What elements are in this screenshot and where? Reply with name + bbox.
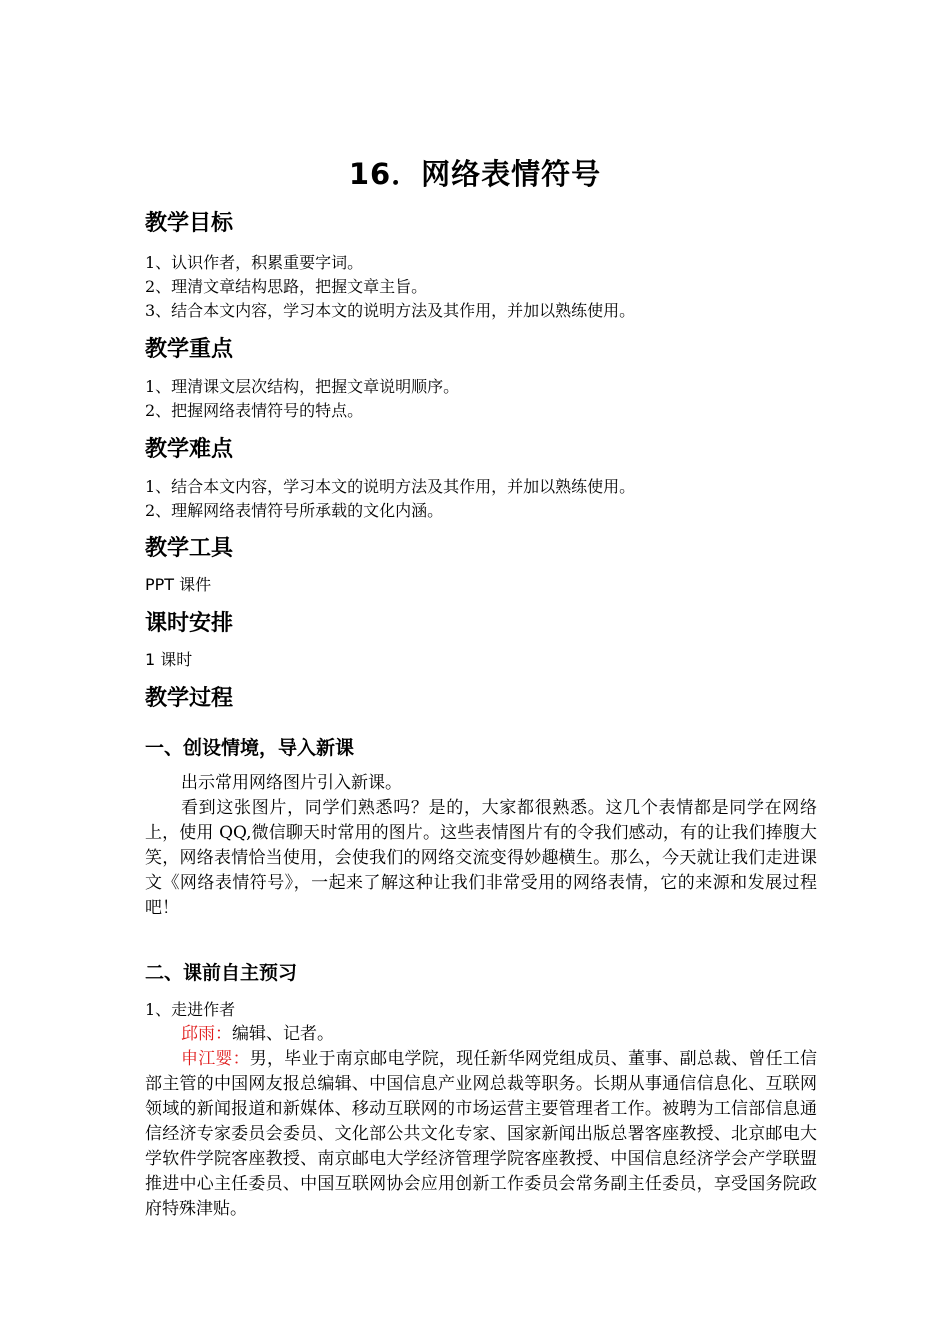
goals-item-1: 1、认识作者，积累重要字词。 xyxy=(145,253,364,272)
goals-item-2: 2、理清文章结构思路，把握文章主旨。 xyxy=(145,277,428,296)
author2-text: 男，毕业于南京邮电学院，现任新华网党组成员、董事、副总裁、曾任工信部主管的中国网友报总编辑、中国信息产业网总裁等职务。长期从事通信信息化、互联网领域的新闻报道和新媒体、移动互联网的市场运营主要管理者工作。被聘为工信部信息通信经济专家委员会委员、文化部公共文化专家、国家新闻出版总署客座教授、北京邮电大学软件学院客座教授、南京邮电大学经济管理学院客座教授、中国信息经济学会产学联盟推进中心主任委员、中国互联网协会应用创新工作委员会常务副主任委员，享受国务院政府特殊津贴。 xyxy=(145,1049,818,1219)
goals-item-3: 3、结合本文内容，学习本文的说明方法及其作用，并加以熟练使用。 xyxy=(145,301,636,320)
section2-heading: 二、课前自主预习 xyxy=(145,962,298,984)
author1-text: 编辑、记者。 xyxy=(232,1024,334,1044)
schedule-text: 1 课时 xyxy=(145,650,193,669)
key-points-item-2: 2、把握网络表情符号的特点。 xyxy=(145,401,364,420)
difficulties-item-2: 2、理解网络表情符号所承载的文化内涵。 xyxy=(145,501,444,520)
process-heading: 教学过程 xyxy=(145,686,234,711)
goals-heading: 教学目标 xyxy=(145,211,234,236)
key-points-heading: 教学重点 xyxy=(145,337,234,362)
section1-paragraph-1: 出示常用网络图片引入新课。 xyxy=(181,773,402,793)
section1-paragraph-2: 看到这张图片，同学们熟悉吗？是的，大家都很熟悉。这几个表情都是同学在网络上，使用 QQ,微信聊天时常用的图片。这些表情图片有的令我们感动，有的让我们捧腹大笑，网络表情恰当使用，会使我们的网络交流变得妙趣横生。那么，今天就让我们走进课文《网络表情符号》，一起来了解这种让我们非常受用的网络表情，它的来源和发展过程吧！ xyxy=(145,798,817,918)
author1-bio xyxy=(145,1022,817,1047)
difficulties-heading: 教学难点 xyxy=(145,437,234,462)
section2-sub1: 1、走进作者 xyxy=(145,1000,236,1019)
author2-name: 申江婴： xyxy=(181,1049,250,1069)
difficulties-item-1: 1、结合本文内容，学习本文的说明方法及其作用，并加以熟练使用。 xyxy=(145,477,636,496)
author-bios xyxy=(145,1022,817,1222)
page-title: 16．网络表情符号 xyxy=(348,157,602,191)
tools-text: PPT 课件 xyxy=(145,575,212,594)
author2-bio xyxy=(145,1047,817,1222)
schedule-heading: 课时安排 xyxy=(145,611,234,636)
section1-heading: 一、创设情境，导入新课 xyxy=(145,737,355,759)
key-points-item-1: 1、理清课文层次结构，把握文章说明顺序。 xyxy=(145,377,460,396)
tools-heading: 教学工具 xyxy=(145,536,234,561)
author1-name: 邱雨： xyxy=(181,1024,232,1044)
section1-body xyxy=(145,771,817,921)
